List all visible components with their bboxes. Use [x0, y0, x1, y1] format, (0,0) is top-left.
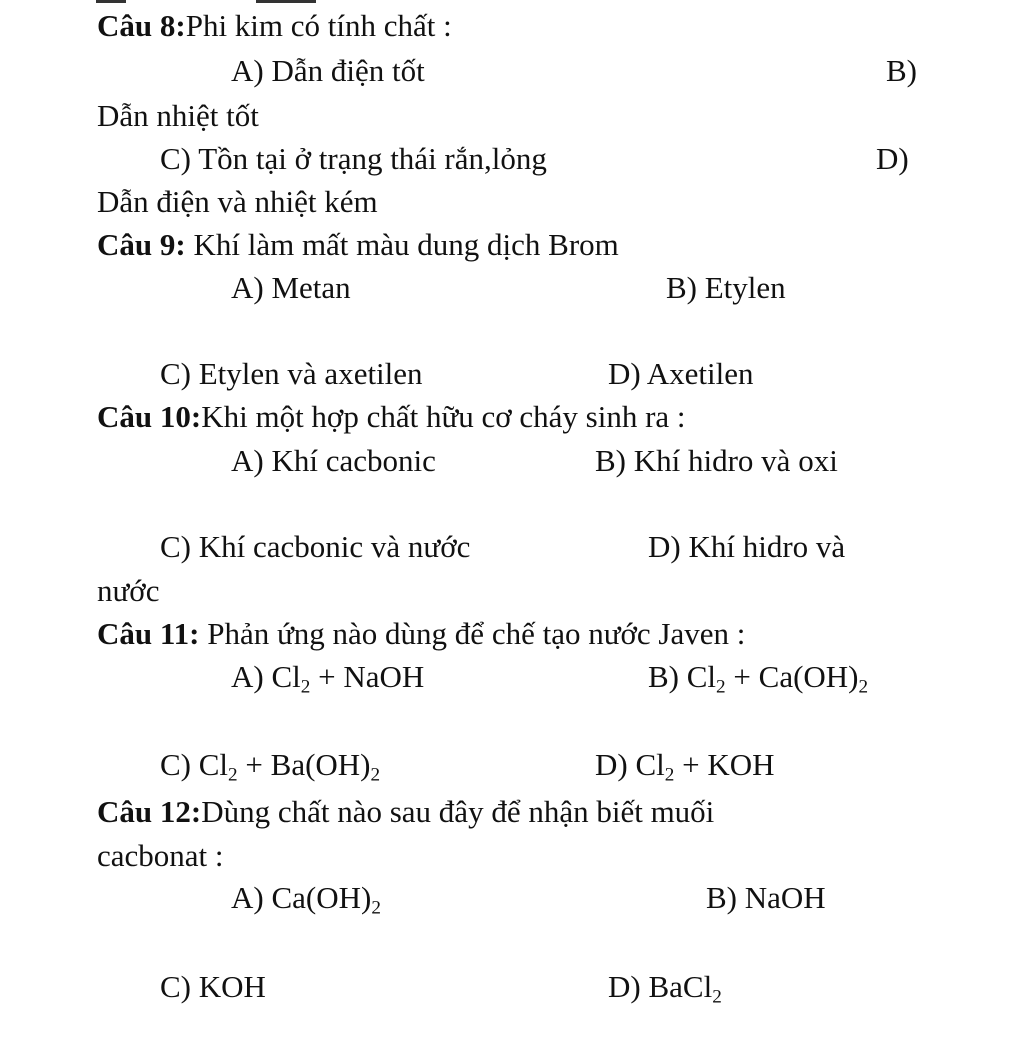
- q11-c-subscript-1: 2: [228, 764, 238, 786]
- q8-option-d-continued: Dẫn điện và nhiệt kém: [97, 184, 378, 219]
- q12-option-c: C) KOH: [160, 969, 266, 1004]
- q11-b-subscript-2: 2: [858, 676, 869, 698]
- q9-option-c: C) Etylen và axetilen: [160, 356, 423, 391]
- q8-option-d: D): [876, 141, 909, 176]
- q8-option-b-continued: Dẫn nhiệt tốt: [97, 98, 259, 133]
- question-8: [97, 10, 452, 41]
- q8-option-c: C) Tồn tại ở trạng thái rắn,lỏng: [160, 141, 547, 176]
- q8-option-a: A) Dẫn điện tốt: [231, 53, 425, 88]
- q11-d-prefix: D) Cl: [595, 747, 665, 782]
- question-11-label: Câu 11:: [97, 616, 200, 651]
- question-12: [97, 796, 714, 827]
- q11-option-d: [595, 747, 775, 786]
- question-10-label: Câu 10:: [97, 399, 202, 434]
- q12-a-prefix: A) Ca(OH): [231, 880, 372, 915]
- q12-a-subscript: 2: [371, 897, 381, 919]
- q10-option-d-continued: nước: [97, 573, 160, 608]
- q10-option-b: B) Khí hidro và oxi: [595, 443, 838, 478]
- question-10: [97, 401, 686, 432]
- question-12-continued: cacbonat :: [97, 838, 224, 873]
- q11-c-prefix: C) Cl: [160, 747, 229, 782]
- q11-c-rest: + Ba(OH): [237, 747, 371, 782]
- q11-a-rest: + NaOH: [310, 659, 425, 694]
- q11-b-subscript-1: 2: [716, 676, 726, 698]
- q11-c-subscript-2: 2: [370, 764, 381, 786]
- q11-a-prefix: A) Cl: [231, 659, 301, 694]
- q8-option-b: B): [886, 53, 917, 88]
- q12-option-b: B) NaOH: [706, 880, 826, 915]
- q10-option-c: C) Khí cacbonic và nước: [160, 529, 471, 564]
- question-10-text: Khi một hợp chất hữu cơ cháy sinh ra :: [201, 399, 686, 434]
- q9-option-a: A) Metan: [231, 270, 351, 305]
- q11-a-subscript: 2: [300, 676, 311, 698]
- q11-b-rest: + Ca(OH): [725, 659, 859, 694]
- question-11: [97, 618, 745, 649]
- q11-d-rest: + KOH: [674, 747, 775, 782]
- question-8-text: Phi kim có tính chất :: [185, 8, 452, 43]
- q9-option-b: B) Etylen: [666, 270, 786, 305]
- question-9-text: Khí làm mất màu dung dịch Brom: [185, 227, 619, 262]
- question-8-label: Câu 8:: [97, 8, 186, 43]
- q10-option-d: D) Khí hidro và: [648, 529, 846, 564]
- q11-option-c: [160, 747, 381, 786]
- q11-option-a: [231, 659, 425, 698]
- q12-d-subscript: 2: [712, 986, 722, 1008]
- q12-option-d: [608, 969, 722, 1008]
- q12-d-prefix: D) BaCl: [608, 969, 713, 1004]
- q11-b-prefix: B) Cl: [648, 659, 717, 694]
- q10-option-a: A) Khí cacbonic: [231, 443, 436, 478]
- question-9-label: Câu 9:: [97, 227, 186, 262]
- q11-option-b: [648, 659, 869, 698]
- question-9: [97, 229, 619, 260]
- question-12-text: Dùng chất nào sau đây để nhận biết muối: [201, 794, 715, 829]
- q12-option-a: [231, 880, 381, 919]
- question-12-label: Câu 12:: [97, 794, 202, 829]
- q11-d-subscript: 2: [664, 764, 675, 786]
- question-11-text: Phản ứng nào dùng để chế tạo nước Javen :: [199, 616, 746, 651]
- q9-option-d: D) Axetilen: [608, 356, 754, 391]
- previous-line-fragment: [96, 0, 416, 4]
